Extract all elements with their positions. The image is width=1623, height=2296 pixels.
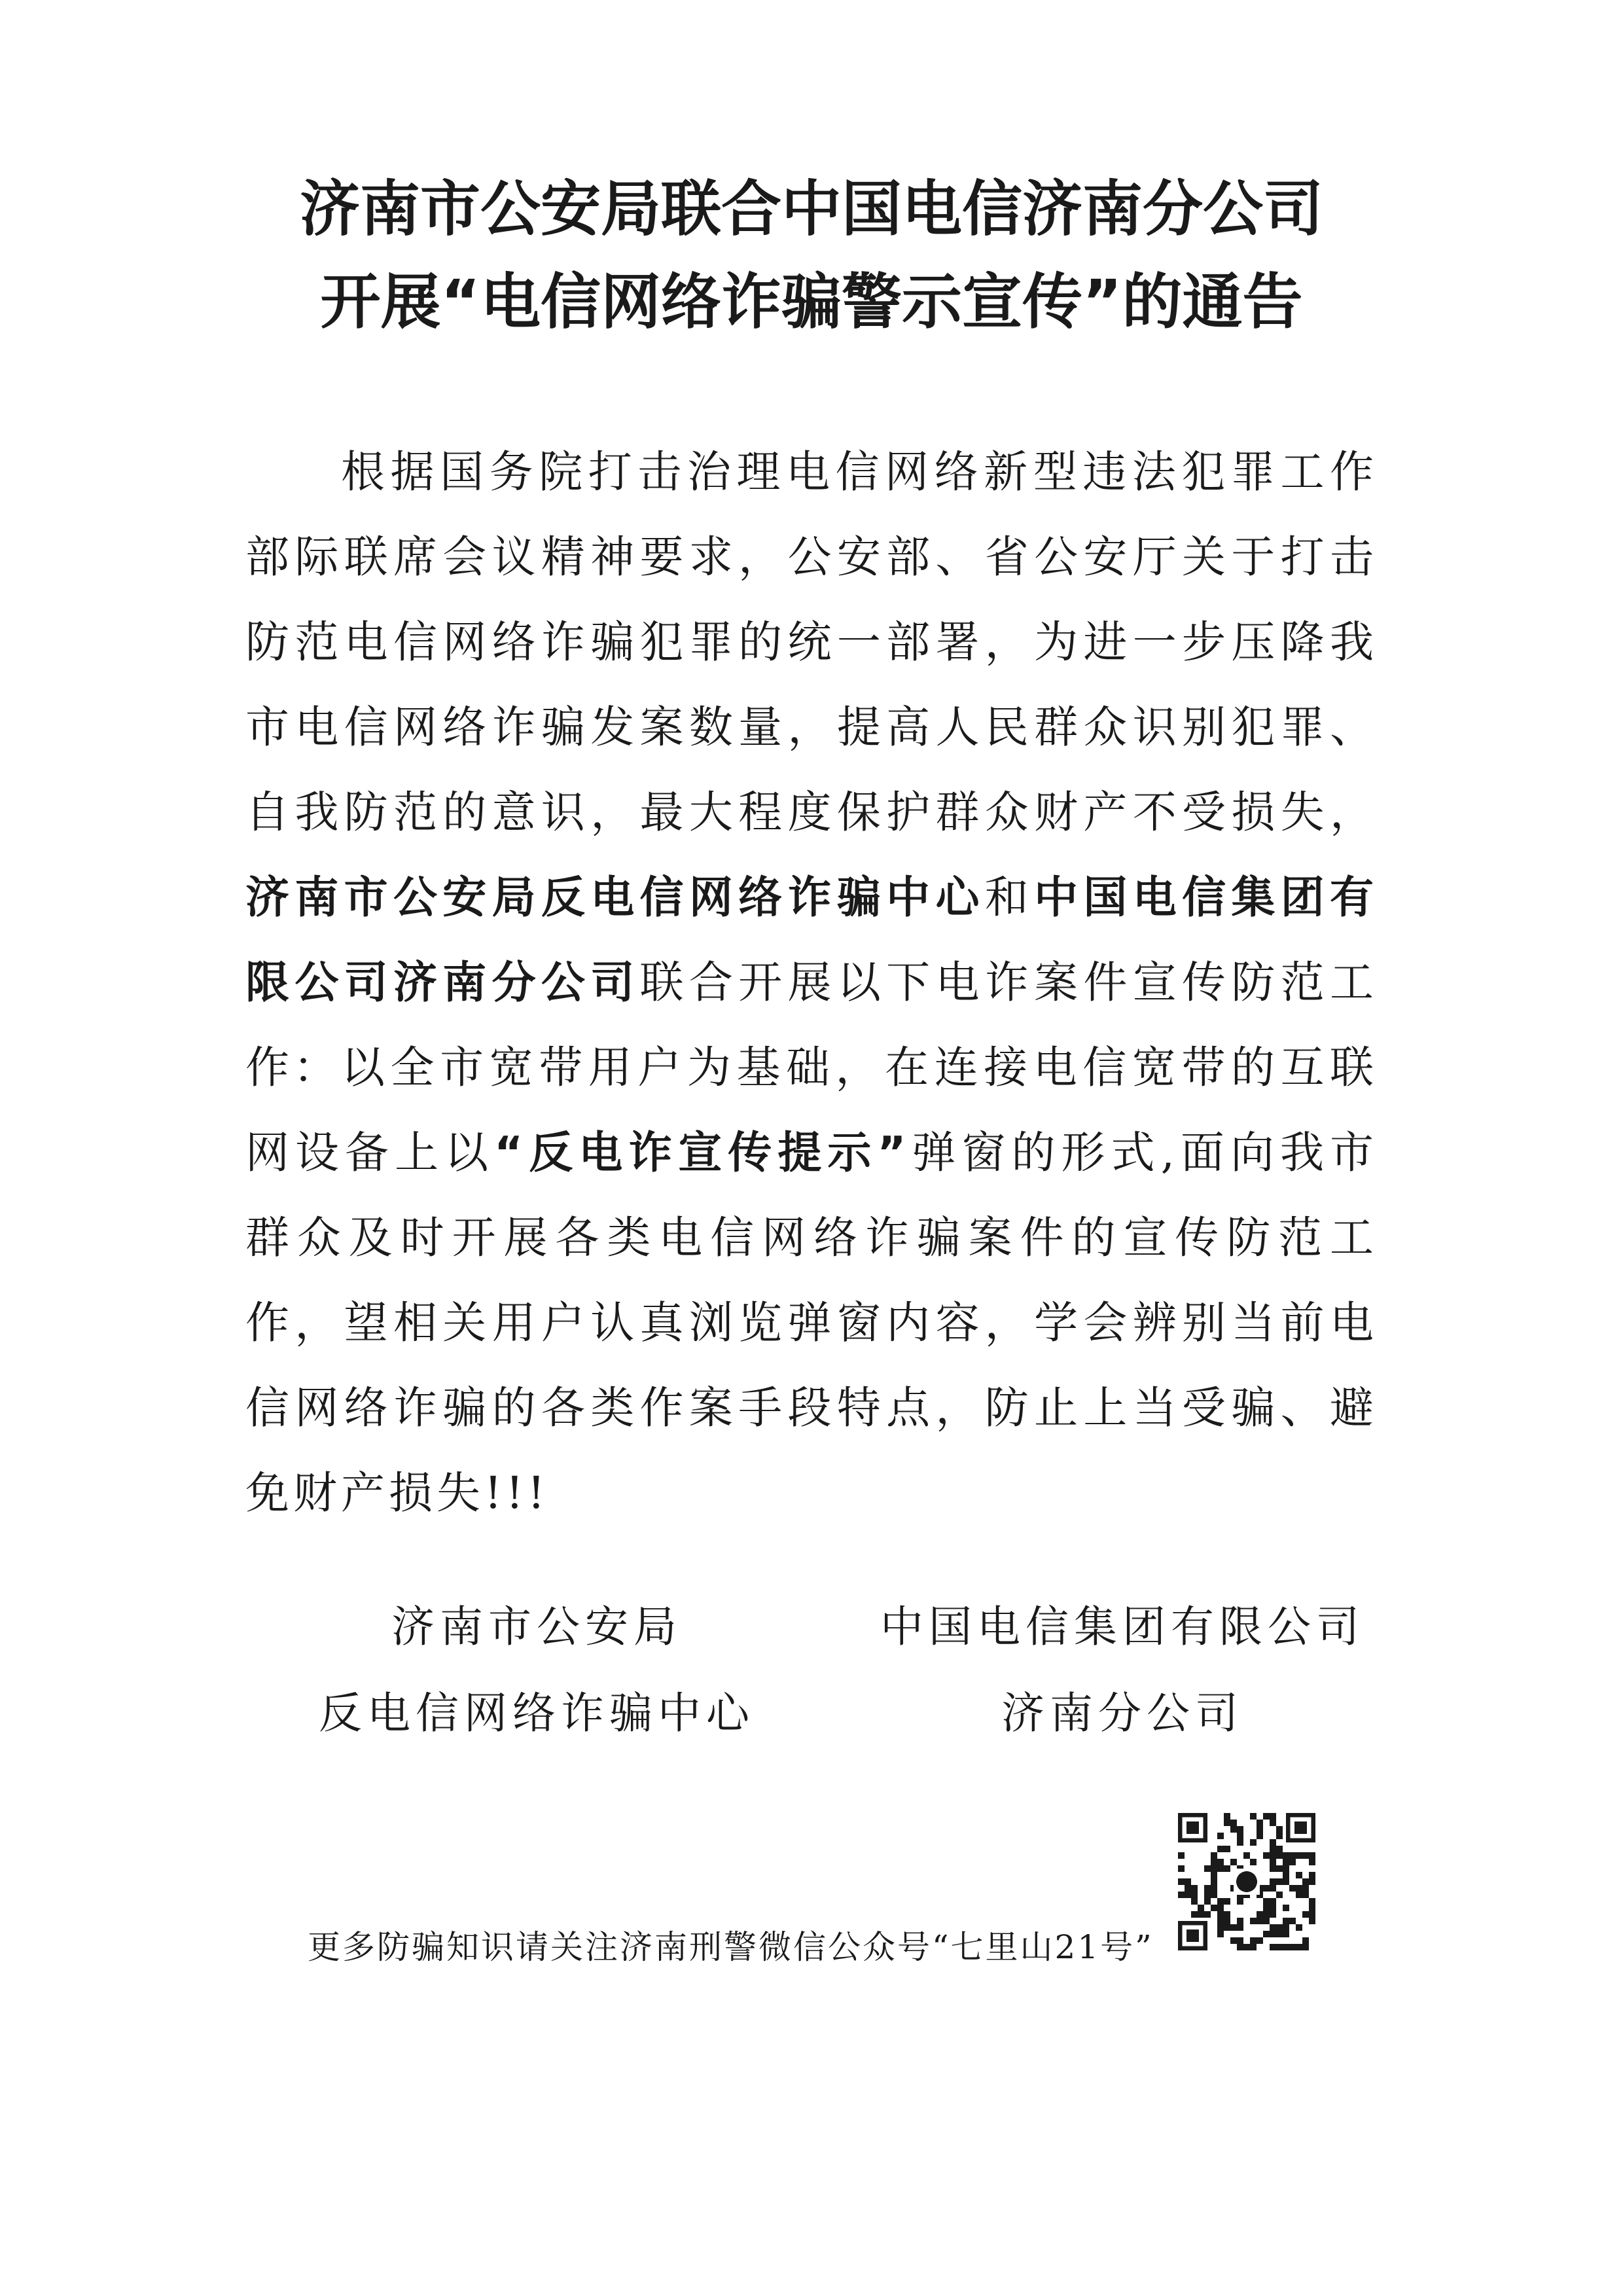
paragraph-1-text-a: 根据国务院打击治理电信网络新型违法犯罪工作部际联席会议精神要求，公安部、省公安厅关于打击防范电信网络诈骗犯罪的统一部署，为进一步压降我市电信网络诈骗发案数量，提高人民群众识别犯罪、自我防范的意识，最大程度保护群众财产不受损失，: [245, 446, 1378, 838]
signature-telecom-line-2: 济南分公司: [1001, 1688, 1243, 1738]
notice-title-line-2: 开展“电信网络诈骗警示宣传”的通告: [320, 267, 1303, 337]
paragraph-1-bold-org-telecom: 中国电信集团有限公司济南分公司: [245, 872, 1378, 1008]
paragraph-1-text-b: 和: [984, 872, 1035, 923]
paragraph-1-bold-org-police: 济南市公安局反电信网络诈骗中心: [245, 872, 985, 923]
signature-police-line-2: 反电信网络诈骗中心: [319, 1688, 755, 1738]
body-paragraph-1: [245, 429, 1378, 1110]
signature-telecom: [864, 1584, 1381, 1757]
paragraph-2-bold-popup-name: “反电诈宣传提示”: [494, 1127, 910, 1178]
signature-police-line-1: 济南市公安局: [391, 1602, 682, 1652]
footer-wechat-note: 更多防骗知识请关注济南刑警微信公众号“七里山21号”: [308, 1928, 1154, 1966]
paragraph-2-text-b: 弹窗的形式,面向我市群众及时开展各类电信网络诈骗案件的宣传防范工作，望相关用户认真浏览弹窗内容，学会辨别当前电信网络诈骗的各类作案手段特点，防止上当受骗、避免财产损失!!!: [245, 1127, 1378, 1518]
signature-police: [301, 1584, 772, 1757]
paragraph-2-text-a: 以全市宽带用户为基础，在连接电信宽带的互联网设备上以: [245, 1042, 1378, 1178]
qr-code-icon[interactable]: [1178, 1813, 1315, 1950]
notice-title-line-1: 济南市公安局联合中国电信济南分公司: [299, 174, 1323, 244]
signature-telecom-line-1: 中国电信集团有限公司: [880, 1602, 1364, 1652]
paragraph-1-text-c: 联合开展以下电诈案件宣传防范工作：: [245, 957, 1378, 1093]
qr-code-graphic: [1178, 1813, 1315, 1950]
body-paragraph-2: [245, 1025, 1378, 1535]
